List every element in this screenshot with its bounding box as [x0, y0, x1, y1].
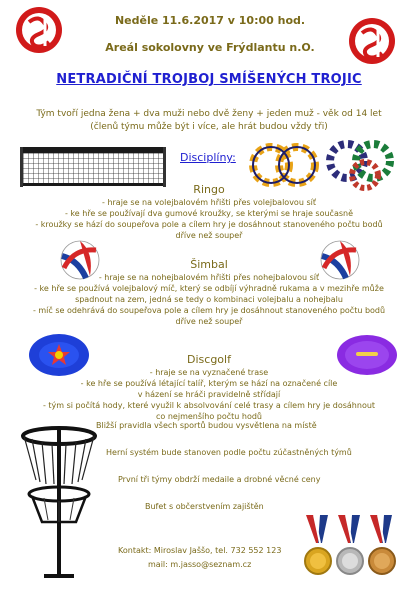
- note-buffet: Bufet s občerstvením zajištěn: [145, 502, 264, 511]
- ringo-line: - ke hře se používají dva gumové kroužky, se kterými se hraje současně: [64, 209, 354, 218]
- simbal-line: - hraje se na nohejbalovém hřišti přes nohejbalovou síť: [98, 273, 320, 282]
- note-rules: Bližší pravidla všech sportů budou vysvětlena na místě: [96, 421, 317, 430]
- ringo-desc: [0, 197, 418, 241]
- simbal-heading: Šimbal: [190, 258, 228, 271]
- sokol-logo-left: [15, 6, 63, 54]
- ringo-line: - kroužky se hází do soupeřova pole a cílem hry je dosáhnout stanoveného počtu bodů: [35, 220, 383, 229]
- discgolf-basket-icon: [14, 422, 104, 582]
- note-prizes: První tři týmy obdrží medaile a drobné věcné ceny: [118, 475, 321, 484]
- medals-icon: [300, 513, 400, 585]
- discgolf-line: - ke hře se používá létající talíř, kterým se hází na označené cíle: [80, 379, 338, 388]
- medals-image: [300, 513, 400, 585]
- intro-line-1: Tým tvoří jedna žena + dva muži nebo dvě ženy + jeden muž - věk od 14 let: [36, 109, 382, 119]
- discgolf-line: v házení se hráči pravidelně střídají: [137, 390, 281, 399]
- discgolf-line: - tým si počítá hody, které využil k absolvování celé trasy a cílem hry je dosáhnout: [42, 401, 376, 410]
- contact-mail: mail: m.jasso@seznam.cz: [148, 560, 252, 569]
- discgolf-basket-image: [14, 422, 104, 582]
- sokol-logo-icon: [348, 17, 396, 65]
- disciplines-label: Disciplíny:: [180, 151, 236, 164]
- discgolf-desc: [0, 367, 418, 422]
- simbal-desc: [0, 272, 418, 327]
- intro-line-2: (členů týmu může být i více, ale hrát budou vždy tři): [90, 122, 328, 132]
- simbal-line: - míč se odehrává do soupeřova pole a cílem hry je dosáhnout stanoveného počtu bodů: [32, 306, 386, 315]
- note-system: Herní systém bude stanoven podle počtu zúčastněných týmů: [106, 448, 352, 457]
- contact-line: Kontakt: Miroslav Jaššo, tel. 732 552 123: [118, 546, 282, 555]
- discgolf-line: co nejmenšího počtu hodů: [156, 412, 262, 421]
- ringo-line: dříve než soupeř: [175, 231, 243, 240]
- page-title: NETRADIČNÍ TROJBOJ SMÍŠENÝCH TROJIC: [56, 72, 362, 87]
- date-line: Neděle 11.6.2017 v 10:00 hod.: [114, 14, 306, 27]
- simbal-line: - ke hře se používá volejbalový míč, který se odbíjí výhradně rukama a v mezihře může: [34, 284, 384, 293]
- sokol-logo-right: [348, 17, 396, 65]
- simbal-line: spadnout na zem, jedná se tedy o kombinaci volejbalu a nohejbalu: [75, 295, 343, 304]
- discgolf-heading: Discgolf: [187, 353, 231, 366]
- ringo-line: - hraje se na volejbalovém hřišti přes volejbalovou síť: [102, 198, 316, 207]
- ringo-heading: Ringo: [193, 183, 225, 196]
- place-line: Areál sokolovny ve Frýdlantu n.O.: [105, 41, 315, 54]
- simbal-line: dříve než soupeř: [175, 317, 243, 326]
- sokol-logo-icon: [15, 6, 63, 54]
- discgolf-line: - hraje se na vyznačené trase: [149, 368, 269, 377]
